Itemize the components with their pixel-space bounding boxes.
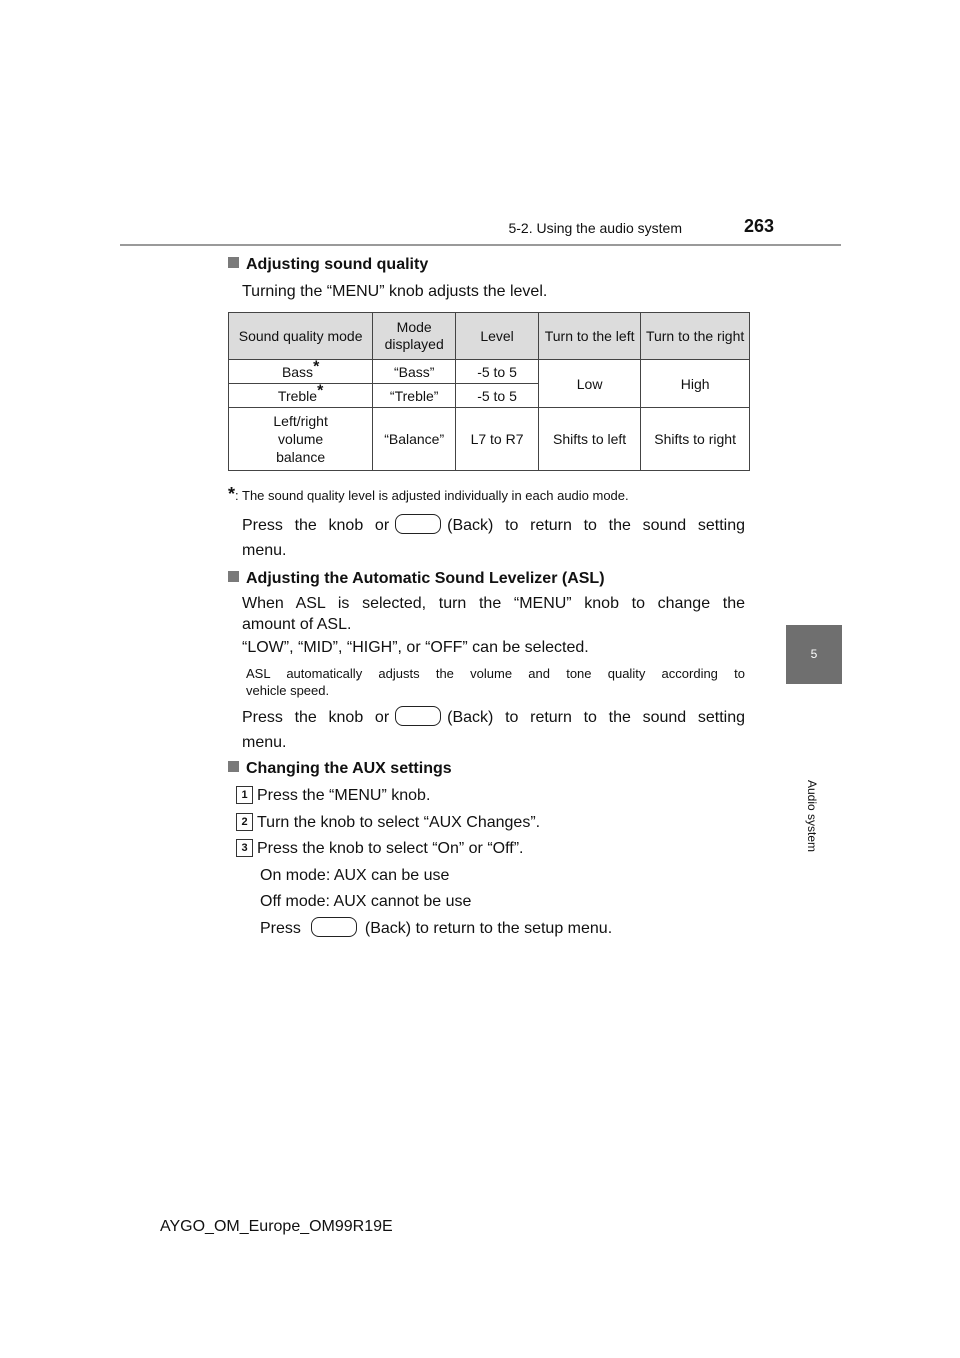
back-button-icon bbox=[395, 514, 441, 534]
asl-note-1: ASL automatically adjusts the volume and tone quality according to bbox=[246, 666, 745, 681]
aux-step: 3 Press the knob to select “On” or “Off”. bbox=[236, 837, 523, 860]
document-code: AYGO_OM_Europe_OM99R19E bbox=[160, 1218, 393, 1235]
chapter-number: 5 bbox=[810, 647, 818, 661]
aux-on-mode: On mode: AUX can be use bbox=[260, 867, 450, 884]
table-cell: “Balance” bbox=[373, 408, 456, 471]
aux-back-instruction: Press (Back) to return to the setup menu. bbox=[260, 917, 612, 940]
sound-quality-back-end: menu. bbox=[242, 542, 287, 559]
aux-step: 1 Press the “MENU” knob. bbox=[236, 784, 430, 807]
section-title: 5-2. Using the audio system bbox=[508, 220, 682, 236]
asl-line-2: amount of ASL. bbox=[242, 616, 352, 633]
aux-step: 2 Turn the knob to select “AUX Changes”. bbox=[236, 811, 540, 834]
step-number-3: 3 bbox=[236, 839, 253, 857]
chapter-tab bbox=[786, 625, 842, 684]
footnote-asterisk: * bbox=[228, 484, 236, 504]
table-cell: Treble* bbox=[229, 384, 373, 408]
table-header-row bbox=[229, 313, 750, 360]
asl-note-2: vehicle speed. bbox=[246, 683, 330, 698]
table-cell: High bbox=[641, 360, 750, 408]
table-cell: Bass* bbox=[229, 360, 373, 384]
table-cell: Shifts to right bbox=[641, 408, 750, 471]
asl-line-3: “LOW”, “MID”, “HIGH”, or “OFF” can be selected. bbox=[242, 639, 589, 656]
chapter-label-text: Audio system bbox=[805, 780, 819, 853]
table-cell: “Treble” bbox=[373, 384, 456, 408]
table-cell: Shifts to left bbox=[538, 408, 640, 471]
table-cell: L7 to R7 bbox=[456, 408, 539, 471]
sound-quality-table bbox=[228, 312, 750, 471]
table-row bbox=[229, 408, 750, 471]
table-footnote: *: The sound quality level is adjusted individually in each audio mode. bbox=[228, 484, 629, 504]
table-header-cell: Level bbox=[456, 313, 539, 360]
asl-back-end: menu. bbox=[242, 734, 287, 751]
table-cell: “Bass” bbox=[373, 360, 456, 384]
sound-quality-back-instruction: Press the knob or (Back) to return to the sound setting bbox=[242, 514, 745, 537]
table-header-cell: Sound quality mode bbox=[229, 313, 373, 360]
asl-line-1: When ASL is selected, turn the “MENU” knob to change the bbox=[242, 595, 745, 612]
table-header-cell: Mode displayed bbox=[373, 313, 456, 360]
table-header-cell: Turn to the right bbox=[641, 313, 750, 360]
table-cell: Low bbox=[538, 360, 640, 408]
page-number: 263 bbox=[743, 216, 774, 236]
asterisk-mark: * bbox=[313, 357, 320, 375]
table-row bbox=[229, 360, 750, 384]
header-rule bbox=[120, 244, 841, 246]
back-button-icon bbox=[395, 706, 441, 726]
aux-heading: Changing the AUX settings bbox=[228, 760, 452, 778]
table-cell: Left/right volume balance bbox=[229, 408, 373, 471]
table-cell: -5 to 5 bbox=[456, 384, 539, 408]
chapter-label bbox=[803, 694, 821, 853]
step-number-2: 2 bbox=[236, 813, 253, 831]
aux-off-mode: Off mode: AUX cannot be use bbox=[260, 893, 472, 910]
heading-bullet-icon bbox=[228, 257, 239, 268]
sound-quality-intro: Turning the “MENU” knob adjusts the level. bbox=[242, 283, 548, 300]
asl-heading: Adjusting the Automatic Sound Levelizer (ASL) bbox=[228, 570, 605, 588]
asterisk-mark: * bbox=[317, 381, 324, 399]
heading-bullet-icon bbox=[228, 571, 239, 582]
back-button-icon bbox=[311, 917, 357, 937]
table-header-cell: Turn to the left bbox=[538, 313, 640, 360]
step-number-1: 1 bbox=[236, 786, 253, 804]
asl-back-instruction: Press the knob or (Back) to return to the sound setting bbox=[242, 706, 745, 729]
heading-bullet-icon bbox=[228, 761, 239, 772]
sound-quality-heading: Adjusting sound quality bbox=[228, 256, 428, 274]
table-cell: -5 to 5 bbox=[456, 360, 539, 384]
